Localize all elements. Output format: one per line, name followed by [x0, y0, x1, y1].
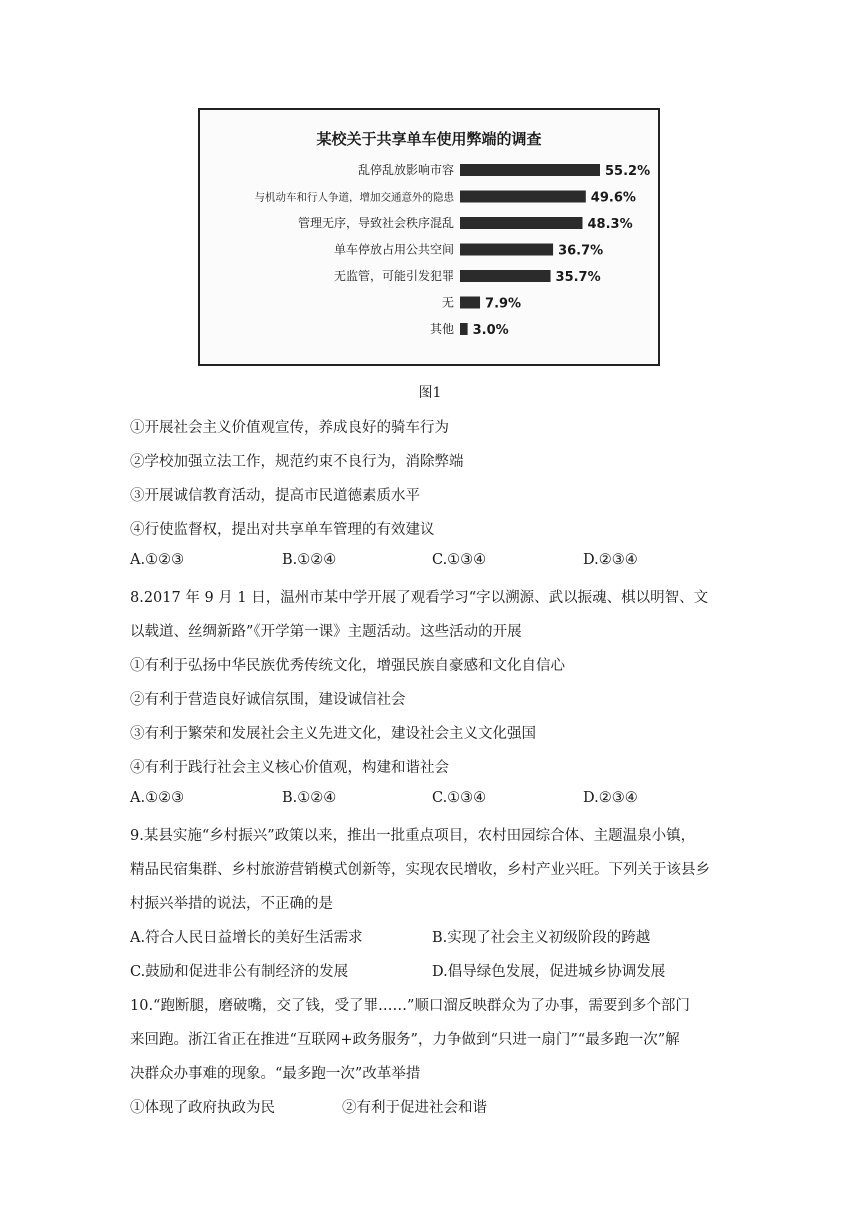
chart-title: 某校关于共享单车使用弊端的调查 — [316, 130, 542, 148]
q8-item-3: ③有利于繁荣和发展社会主义先进文化，建设社会主义文化强国 — [130, 726, 536, 742]
q10-stem-line-3: 决群众办事难的现象。“最多跑一次”改革举措 — [130, 1066, 421, 1082]
q7-item-1: ①开展社会主义价值观宣传，养成良好的骑车行为 — [130, 420, 449, 436]
q7-option-c: C.①③④ — [432, 552, 487, 568]
bar — [460, 217, 583, 229]
bar-value-label: 7.9% — [485, 296, 522, 312]
q10-item-1: ①体现了政府执政为民 — [130, 1100, 275, 1116]
bar-value-label: 49.6% — [590, 190, 636, 206]
q8-item-2: ②有利于营造良好诚信氛围，建设诚信社会 — [130, 692, 406, 708]
q8-item-4: ④有利于践行社会主义核心价值观，构建和谐社会 — [130, 760, 449, 776]
q7-item-2: ②学校加强立法工作，规范约束不良行为，消除弊端 — [130, 454, 464, 470]
q8-option-d: D.②③④ — [583, 790, 638, 806]
category-label: 无 — [441, 295, 454, 310]
bar — [460, 323, 468, 335]
bar — [460, 164, 600, 176]
q7-option-d: D.②③④ — [583, 552, 638, 568]
category-label: 单车停放占用公共空间 — [333, 242, 454, 257]
q8-item-1: ①有利于弘扬中华民族优秀传统文化，增强民族自豪感和文化自信心 — [130, 658, 565, 674]
q10-stem-line-1: 10.“跑断腿，磨破嘴，交了钱，受了罪……”顺口溜反映群众为了办事，需要到多个部门 — [130, 998, 690, 1014]
bar-value-label: 36.7% — [558, 243, 604, 259]
figure-caption: 图1 — [418, 385, 442, 401]
q7-item-3: ③开展诚信教育活动，提高市民道德素质水平 — [130, 488, 420, 504]
q8-option-b: B.①②④ — [282, 790, 337, 806]
q8-option-a: A.①②③ — [130, 790, 185, 806]
q7-option-a: A.①②③ — [130, 552, 185, 568]
bar-value-label: 35.7% — [555, 270, 601, 285]
survey-chart — [198, 108, 660, 366]
q8-option-c: C.①③④ — [432, 790, 487, 806]
q9-stem-line-1: 9.某县实施“乡村振兴”政策以来，推出一批重点项目，农村田园综合体、主题温泉小镇， — [130, 828, 696, 844]
survey-chart-svg — [200, 110, 658, 364]
category-label: 其他 — [429, 322, 454, 336]
q9-option-d: D.倡导绿色发展，促进城乡协调发展 — [432, 964, 666, 980]
bar-value-label: 48.3% — [587, 217, 633, 232]
q8-stem-line-2: 以载道、丝绸新路”《开学第一课》主题活动。这些活动的开展 — [130, 624, 522, 640]
bar — [460, 270, 551, 282]
q8-stem-line-1: 8.2017 年 9 月 1 日，温州市某中学开展了观看学习“字以溯源、武以振魂、棋以明智、文 — [130, 590, 709, 606]
category-label: 管理无序，导致社会秩序混乱 — [297, 216, 454, 230]
bar — [460, 191, 586, 203]
q7-item-4: ④行使监督权，提出对共享单车管理的有效建议 — [130, 522, 435, 538]
q10-stem-line-2: 来回跑。浙江省正在推进“互联网+政务服务”，力争做到“只进一扇门”“最多跑一次”解 — [130, 1032, 680, 1048]
q9-option-a: A.符合人民日益增长的美好生活需求 — [130, 930, 363, 946]
bar-value-label: 3.0% — [472, 323, 509, 338]
q9-option-b: B.实现了社会主义初级阶段的跨越 — [432, 930, 651, 946]
category-label: 与机动车和行人争道，增加交通意外的隐患 — [254, 191, 454, 204]
bar-value-label: 55.2% — [605, 164, 651, 179]
q9-option-c: C.鼓励和促进非公有制经济的发展 — [130, 964, 349, 980]
category-label: 乱停乱放影响市容 — [357, 163, 454, 177]
q9-stem-line-2: 精品民宿集群、乡村旅游营销模式创新等，实现农民增收，乡村产业兴旺。下列关于该县乡 — [130, 862, 710, 878]
q9-stem-line-3: 村振兴举措的说法，不正确的是 — [130, 896, 333, 912]
bar — [460, 244, 553, 256]
bar — [460, 297, 480, 309]
q7-option-b: B.①②④ — [282, 552, 337, 568]
q10-item-2: ②有利于促进社会和谐 — [342, 1100, 487, 1116]
category-label: 无监管，可能引发犯罪 — [333, 269, 454, 283]
